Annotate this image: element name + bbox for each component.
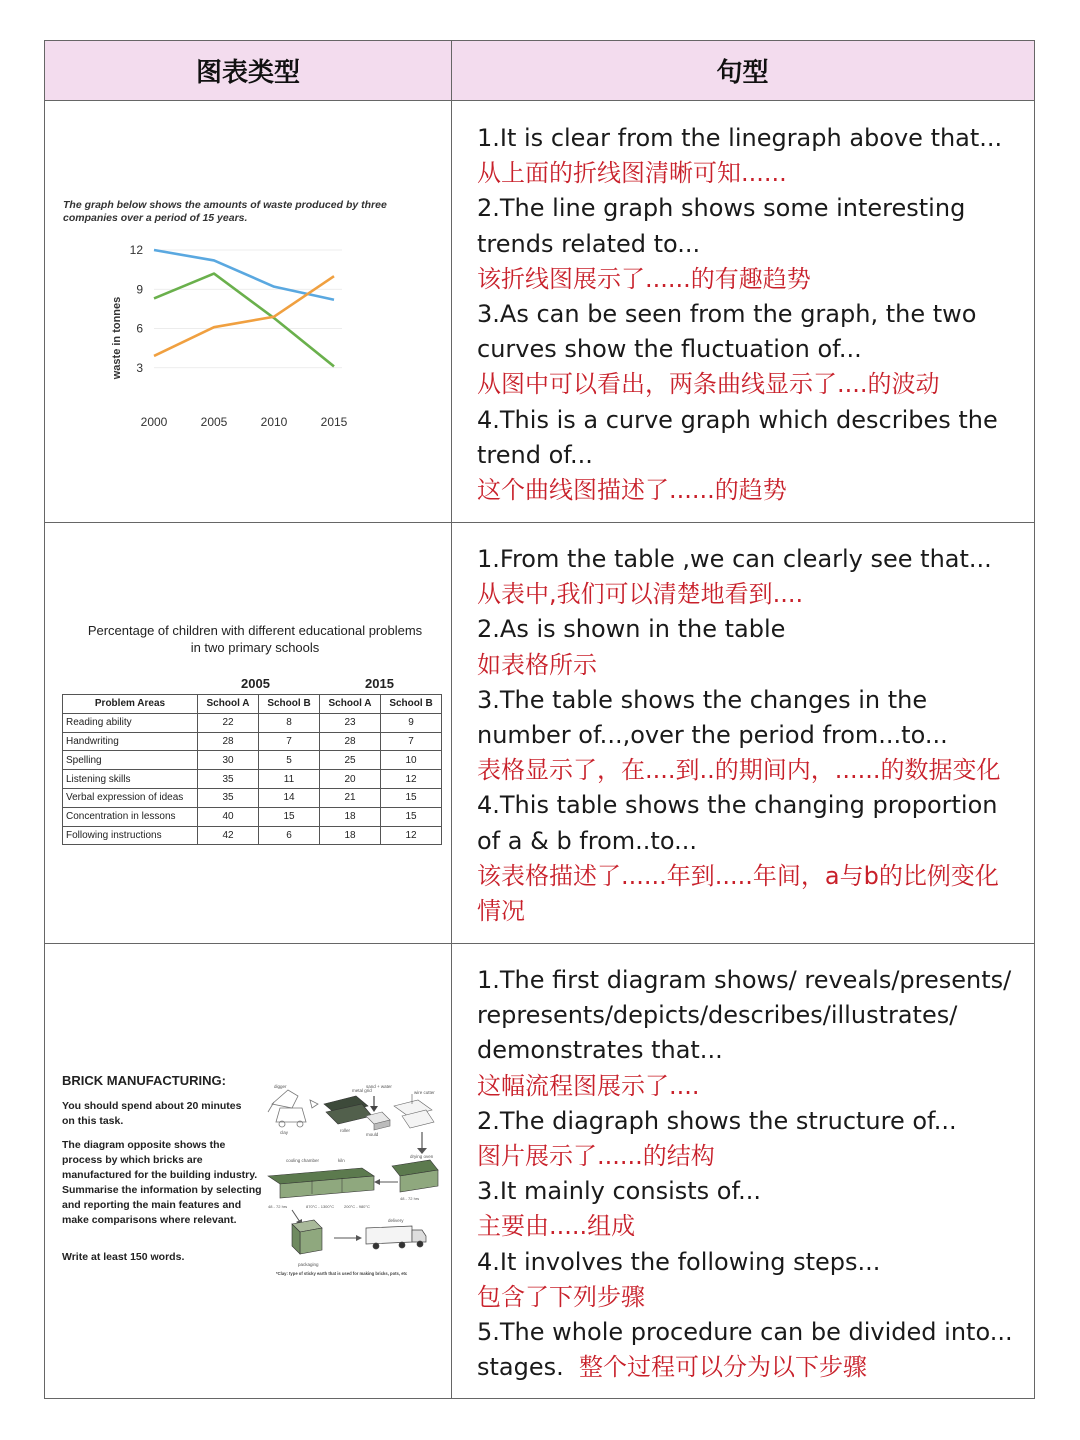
table-cell: 15 xyxy=(381,807,442,826)
x-tick-label: 2000 xyxy=(140,415,168,429)
sentence-cn: 图片展示了......的结构 xyxy=(477,1142,715,1171)
sentence-cn: 从表中,我们可以清楚地看到.... xyxy=(477,580,804,609)
label-sand-water: sand + water xyxy=(366,1084,392,1089)
table-row xyxy=(63,807,442,826)
table-cell: 12 xyxy=(381,826,442,845)
truck-icon xyxy=(366,1226,426,1249)
label-digger: digger xyxy=(274,1084,287,1089)
label-temp-2: 200°C - 980°C xyxy=(344,1204,370,1209)
sentence-en: 1.It is clear from the linegraph above that... xyxy=(477,124,1003,152)
sentence-en: 4.This table shows the changing proportion of a & b from..to... xyxy=(477,791,998,855)
sentence-en: 1.From the table ,we can clearly see that... xyxy=(477,545,992,573)
label-metal-grid: metal grid xyxy=(352,1088,372,1093)
label-packaging: packaging xyxy=(298,1262,319,1267)
table-cell: 40 xyxy=(198,807,259,826)
label-kiln: kiln xyxy=(338,1158,345,1163)
table-cell: 12 xyxy=(381,770,442,789)
sentence-en: 3.The table shows the changes in the number of...,over the period from...to... xyxy=(477,685,948,750)
label-wire-cutter: wire cutter xyxy=(414,1090,435,1095)
brick-instruction-2: The diagram opposite shows the process by which bricks are manufactured for the building industry. Summarise the information by selecting and reporting the main features and make comparisons where relevant. xyxy=(62,1139,262,1226)
table-row xyxy=(63,732,442,751)
sentence-en: 2.The diagraph shows the structure of... xyxy=(477,1106,957,1135)
sentence-cn: 从上面的折线图清晰可知...... xyxy=(477,159,787,188)
table-cell: 20 xyxy=(320,770,381,789)
label-cooling-chamber: cooling chamber xyxy=(286,1158,320,1163)
table-cell: 35 xyxy=(198,788,259,807)
row-label: Listening skills xyxy=(63,770,198,789)
table-caption-line2: in two primary schools xyxy=(190,640,320,655)
table-cell: 7 xyxy=(259,732,320,751)
series-line-blue xyxy=(154,250,334,300)
sentence-cn: 这幅流程图展示了.... xyxy=(477,1071,700,1100)
row-label: Reading ability xyxy=(63,713,198,732)
sentence-cn: 包含了下列步骤 xyxy=(477,1282,645,1311)
year-2015: 2015 xyxy=(365,676,394,691)
metal-grid-icon xyxy=(310,1096,372,1124)
sentence-en: 4.It involves the following steps... xyxy=(477,1247,881,1276)
sentence-en: 2.As is shown in the table xyxy=(477,615,786,644)
table-row xyxy=(63,788,442,807)
sand-water-arrow-icon xyxy=(370,1096,378,1112)
table-cell: 18 xyxy=(320,807,381,826)
year-2005: 2005 xyxy=(241,676,270,691)
data-table xyxy=(62,694,442,845)
sentence-en: 1.The first diagram shows/ reveals/presents/ represents/depicts/describes/illustrates/ demonstrates that... xyxy=(477,966,1012,1065)
table-cell: 25 xyxy=(320,751,381,770)
arrow-right-icon xyxy=(334,1235,362,1241)
row-divider-2 xyxy=(45,943,1034,944)
sentence-en: 3.As can be seen from the graph, the two curves show the fluctuation of... xyxy=(477,300,977,364)
sentence-en: 3.It mainly consists of... xyxy=(477,1177,762,1206)
label-roller: roller xyxy=(340,1128,351,1133)
brick-instruction-1: You should spend about 20 minutes on this task. xyxy=(62,1100,242,1127)
row-label: Following instructions xyxy=(63,826,198,845)
y-tick-label: 3 xyxy=(136,360,143,375)
x-tick-label: 2005 xyxy=(200,415,228,429)
table-caption-line1: Percentage of children with different educational problems xyxy=(87,623,423,638)
brick-footnote: *Clay: type of sticky earth that is used for making bricks, pots, etc xyxy=(276,1271,408,1276)
label-mould: mould xyxy=(366,1132,379,1137)
col-header: School B xyxy=(259,695,320,714)
sentence-cn: 该表格描述了......年到.....年间，a与b的比例变化情况 xyxy=(477,861,999,926)
table-cell: 15 xyxy=(381,788,442,807)
x-tick-label: 2015 xyxy=(320,415,348,429)
sentence-cn: 主要由.....组成 xyxy=(477,1212,636,1241)
col-header: Problem Areas xyxy=(63,695,198,714)
diagram-sentences xyxy=(477,963,1020,1385)
header-sentence-pattern: 句型 xyxy=(451,41,1034,101)
row-label: Verbal expression of ideas xyxy=(63,788,198,807)
table-row xyxy=(63,713,442,732)
table-cell: 9 xyxy=(381,713,442,732)
col-header: School A xyxy=(198,695,259,714)
table-header-row xyxy=(63,695,442,714)
table-cell: 7 xyxy=(381,732,442,751)
table-row xyxy=(63,770,442,789)
row-label: Concentration in lessons xyxy=(63,807,198,826)
table-cell: 18 xyxy=(320,826,381,845)
table-cell: 35 xyxy=(198,770,259,789)
sentence-cn: 如表格所示 xyxy=(477,650,597,679)
sentence-cn: 这个曲线图描述了......的趋势 xyxy=(477,476,787,505)
arrow-left-icon xyxy=(374,1179,398,1185)
table-caption xyxy=(60,622,450,656)
label-drying-oven: drying oven xyxy=(410,1154,434,1159)
table-cell: 28 xyxy=(320,732,381,751)
table-cell: 23 xyxy=(320,713,381,732)
header-chart-type: 图表类型 xyxy=(45,41,451,101)
kiln-icon xyxy=(268,1168,374,1198)
sentence-en-inline xyxy=(477,1315,1020,1385)
table-cell: 5 xyxy=(259,751,320,770)
label-temp-1: 870°C - 1300°C xyxy=(306,1204,335,1209)
sentence-cn: 该折线图展示了......的有趣趋势 xyxy=(477,264,811,293)
table-cell: 15 xyxy=(259,807,320,826)
digger-icon xyxy=(268,1090,306,1127)
chart-title-line1: The graph below shows the amounts of waste produced by three xyxy=(63,199,387,211)
y-axis-label: waste in tonnes xyxy=(111,296,123,380)
table-cell: 28 xyxy=(198,732,259,751)
table-row xyxy=(63,751,442,770)
row-divider-1 xyxy=(45,522,1034,523)
chart-title-line2: companies over a period of 15 years. xyxy=(63,212,248,224)
brick-instruction-3: Write at least 150 words. xyxy=(62,1251,185,1263)
x-tick-label: 2010 xyxy=(260,415,288,429)
sentence-cn: 表格显示了，在....到..的期间内，......的数据变化 xyxy=(477,756,1001,785)
brick-process-diagram xyxy=(262,1082,444,1278)
table-cell: 14 xyxy=(259,788,320,807)
col-header: School B xyxy=(381,695,442,714)
table-cell: 11 xyxy=(259,770,320,789)
table-cell: 21 xyxy=(320,788,381,807)
packaging-icon xyxy=(292,1220,322,1254)
table-cell: 42 xyxy=(198,826,259,845)
series-line-green xyxy=(154,274,334,367)
sentence-en: 4.This is a curve graph which describes the trend of... xyxy=(477,405,998,469)
line-graph-sentences xyxy=(477,121,1020,508)
table-cell: 6 xyxy=(259,826,320,845)
table-row xyxy=(63,826,442,845)
sentence-en: 5.The whole procedure can be divided into... stages. xyxy=(477,1318,1013,1382)
sentence-cn: 从图中可以看出，两条曲线显示了....的波动 xyxy=(477,370,940,399)
row-label: Handwriting xyxy=(63,732,198,751)
arrow-down-icon xyxy=(417,1132,427,1154)
table-cell: 10 xyxy=(381,751,442,770)
line-chart xyxy=(46,190,446,440)
y-tick-label: 6 xyxy=(136,321,143,336)
table-cell: 22 xyxy=(198,713,259,732)
column-divider xyxy=(451,41,452,1398)
label-clay: clay xyxy=(280,1130,289,1135)
table-sentences xyxy=(477,542,1020,929)
y-tick-label: 12 xyxy=(129,243,143,257)
label-delivery: delivery xyxy=(388,1218,404,1223)
table-cell: 8 xyxy=(259,713,320,732)
row-label: Spelling xyxy=(63,751,198,770)
sentence-en: 2.The line graph shows some interesting trends related to... xyxy=(477,194,966,258)
drying-oven-icon xyxy=(392,1160,438,1192)
label-time-2: 48 - 72 hrs xyxy=(400,1196,420,1201)
wire-cutter-icon xyxy=(394,1094,434,1128)
chart-series xyxy=(154,250,334,366)
label-time-1: 48 - 72 hrs xyxy=(268,1204,288,1209)
y-tick-label: 9 xyxy=(136,282,143,297)
table-cell: 30 xyxy=(198,751,259,770)
brick-title: BRICK MANUFACTURING: xyxy=(62,1073,226,1088)
sentence-cn: 整个过程可以分为以下步骤 xyxy=(579,1353,868,1382)
col-header: School A xyxy=(320,695,381,714)
